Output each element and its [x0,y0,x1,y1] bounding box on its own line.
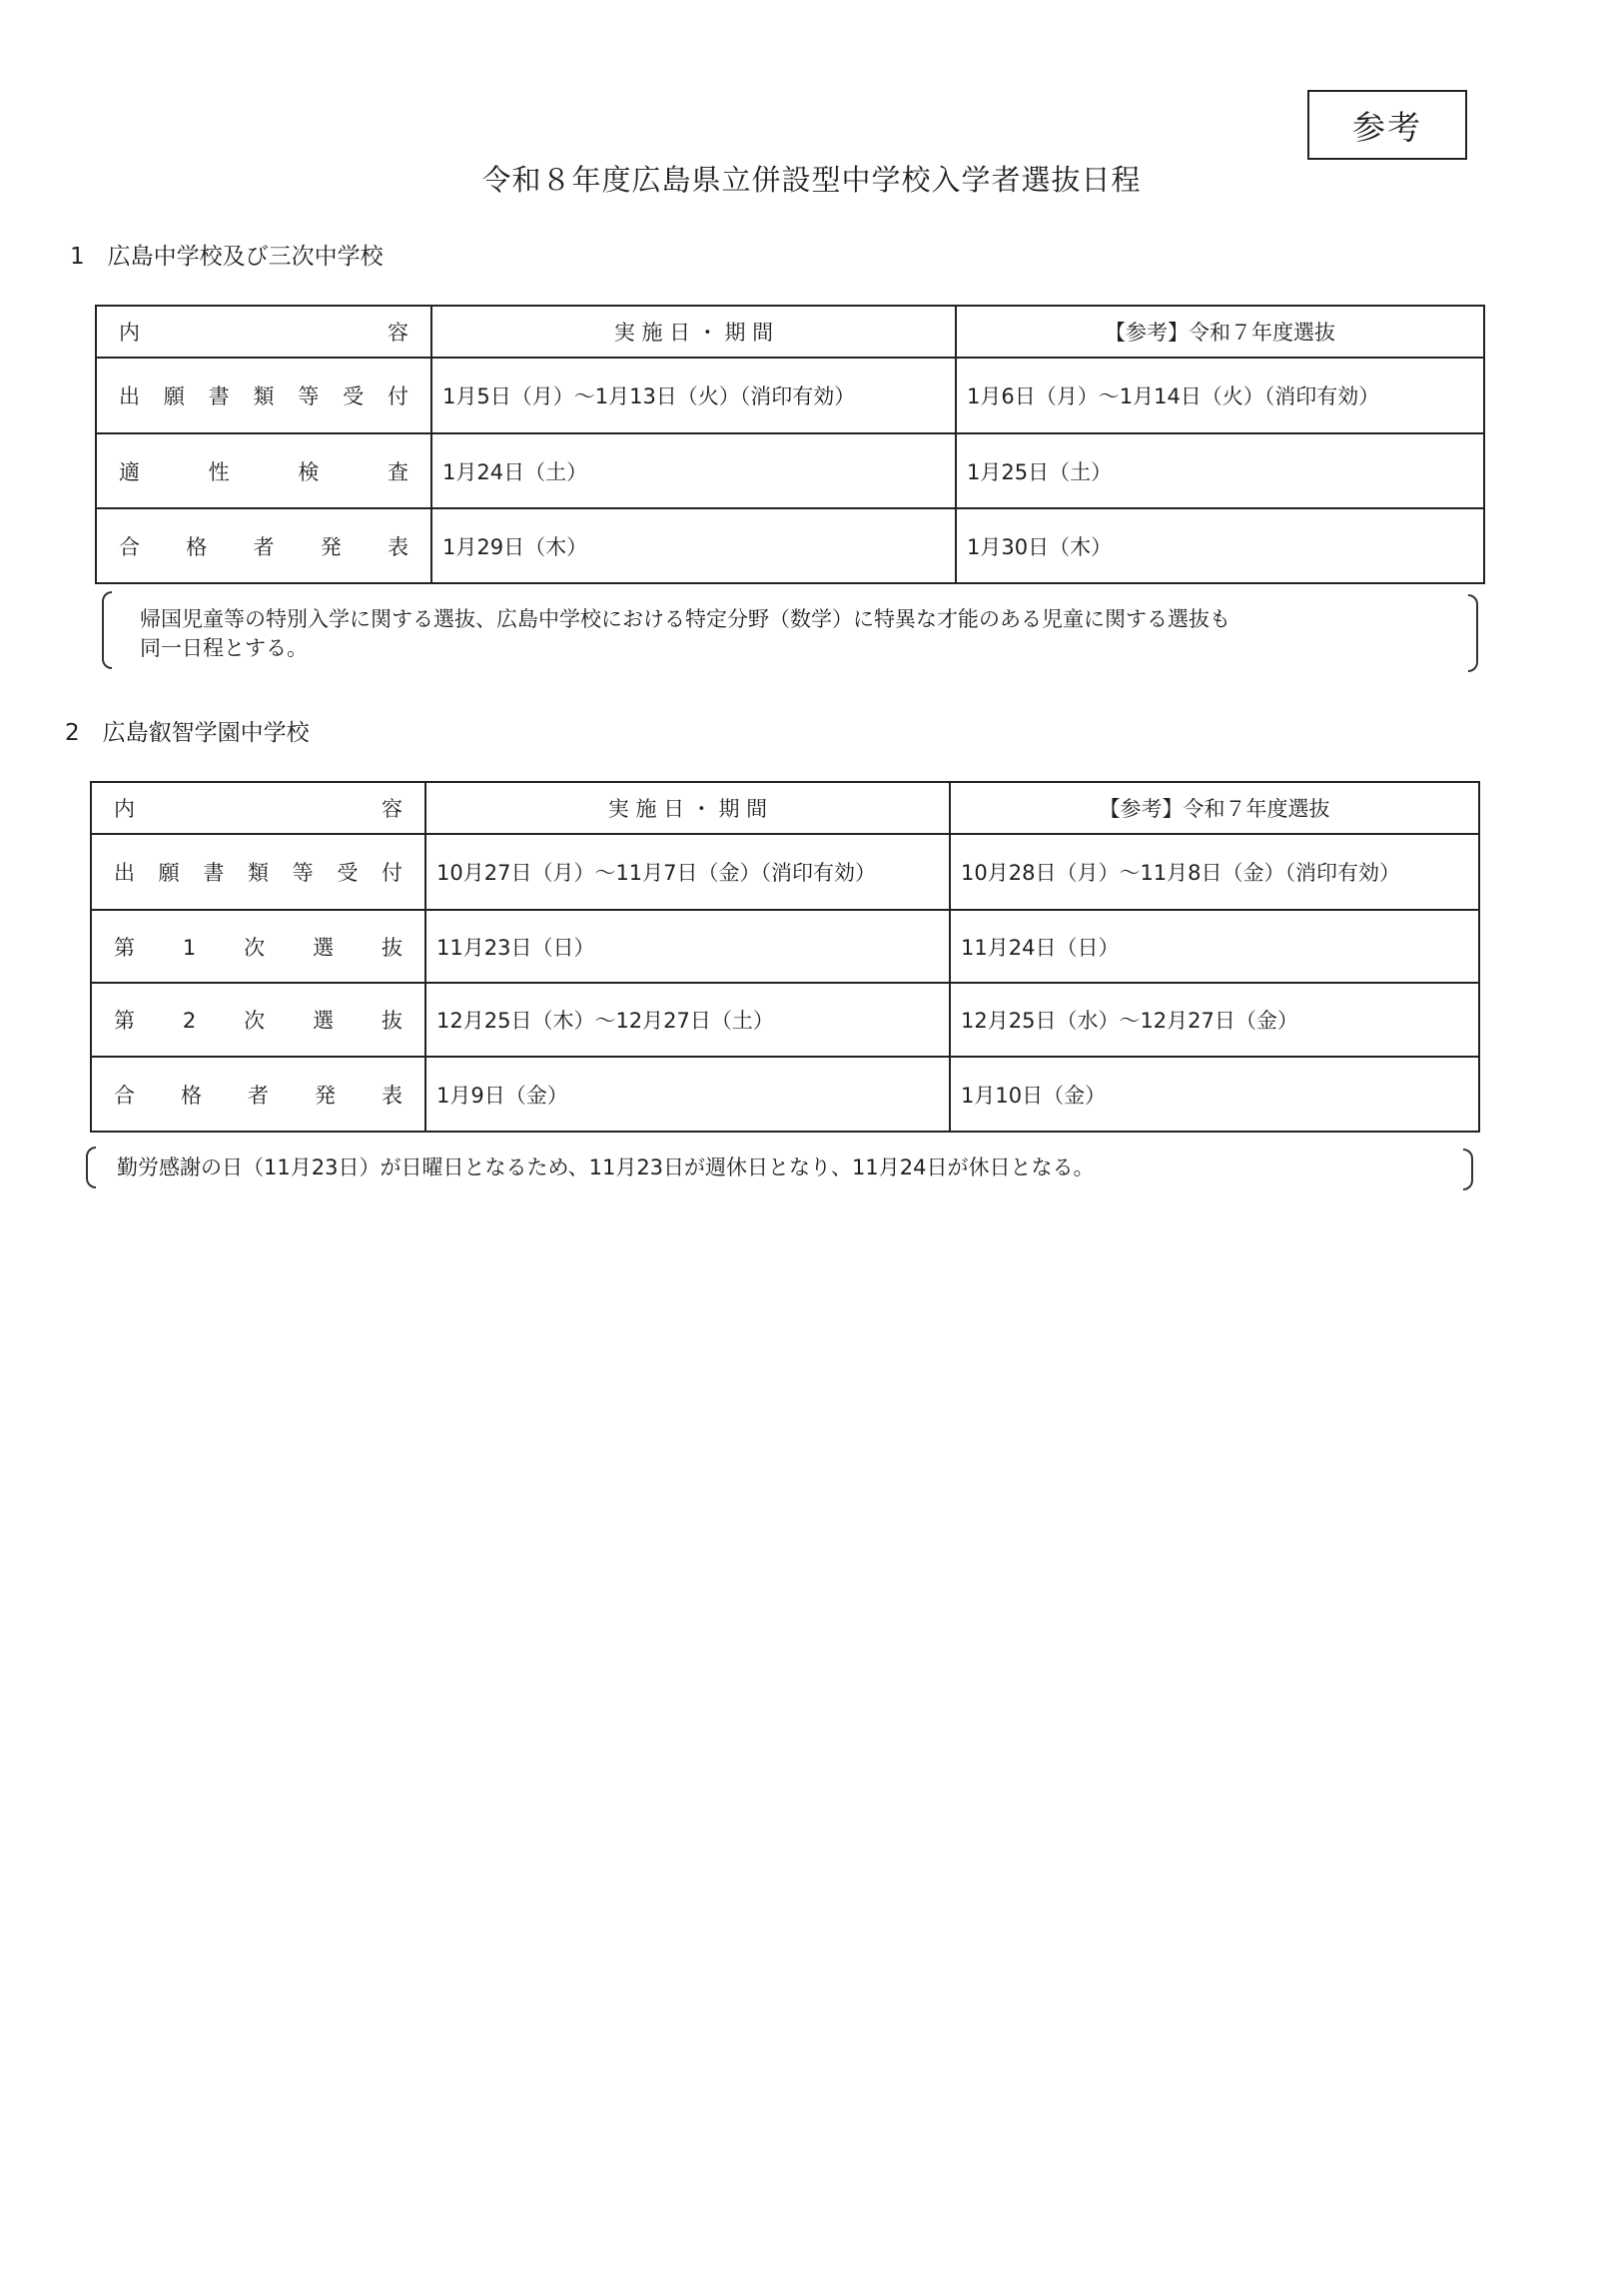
table-row [91,1057,1479,1132]
page-title: 令和８年度広島県立併設型中学校入学者選抜日程 [481,163,1142,197]
table-row [96,433,1484,508]
note-line: 帰国児童等の特別入学に関する選抜、広島中学校における特定分野（数学）に特異な才能のある児童に関する選抜も [140,607,1230,631]
row-reference-date: 10月28日（月）～11月8日（金）（消印有効） [950,834,1479,910]
row-label: 適性検査 [96,433,431,508]
table-header-row [96,306,1484,358]
row-label: 合格者発表 [96,508,431,583]
note-bracket-left [102,591,112,669]
section1-table [95,305,1485,584]
row-current-date: 1月9日（金） [425,1057,950,1132]
note-bracket-left [86,1147,96,1188]
note-bracket-right [1468,594,1478,672]
section2-heading: 2 広島叡智学園中学校 [65,720,310,746]
reference-label: 参考 [1352,107,1422,147]
row-label: 第1次選抜 [91,910,425,983]
row-reference-date: 12月25日（水）～12月27日（金） [950,983,1479,1057]
section2-note [117,1153,1095,1182]
row-reference-date: 1月10日（金） [950,1057,1479,1132]
section2-table [90,781,1480,1133]
row-current-date: 1月5日（月）～1月13日（火）（消印有効） [431,358,956,433]
header-date: 実 施 日 ・ 期 間 [425,782,950,834]
table-row [91,910,1479,983]
row-reference-date: 1月30日（木） [956,508,1484,583]
table-row [91,834,1479,910]
note-bracket-right [1463,1148,1473,1190]
header-reference: 【参考】令和７年度選抜 [956,306,1484,358]
row-reference-date: 1月25日（土） [956,433,1484,508]
section1-note [140,605,1230,663]
header-reference: 【参考】令和７年度選抜 [950,782,1479,834]
row-current-date: 1月29日（木） [431,508,956,583]
section1-heading: 1 広島中学校及び三次中学校 [70,244,384,270]
header-date: 実 施 日 ・ 期 間 [431,306,956,358]
header-content: 内 容 [91,782,425,834]
row-current-date: 10月27日（月）～11月7日（金）（消印有効） [425,834,950,910]
row-reference-date: 11月24日（日） [950,910,1479,983]
note-line: 勤労感謝の日（11月23日）が日曜日となるため、11月23日が週休日となり、11月24日が休日となる。 [117,1155,1095,1179]
row-reference-date: 1月6日（月）～1月14日（火）（消印有効） [956,358,1484,433]
row-label: 第2次選抜 [91,983,425,1057]
row-current-date: 11月23日（日） [425,910,950,983]
header-content: 内 容 [96,306,431,358]
table-row [96,358,1484,433]
table-row [96,508,1484,583]
reference-stamp [1307,90,1467,160]
table-header-row [91,782,1479,834]
row-current-date: 1月24日（土） [431,433,956,508]
row-label: 出願書類等受付 [91,834,425,910]
row-label: 出願書類等受付 [96,358,431,433]
note-line: 同一日程とする。 [140,636,308,660]
row-label: 合格者発表 [91,1057,425,1132]
row-current-date: 12月25日（木）～12月27日（土） [425,983,950,1057]
table-row [91,983,1479,1057]
